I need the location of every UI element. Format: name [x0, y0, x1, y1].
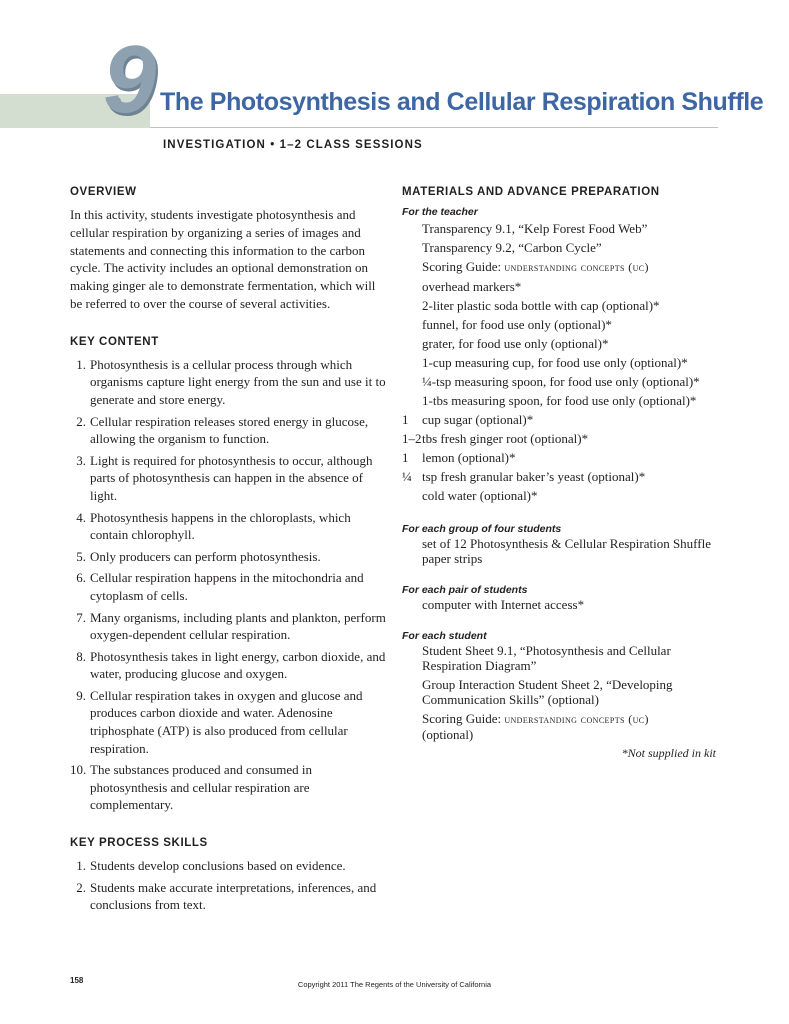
scoring-guide-optional: (optional) [422, 727, 474, 742]
item-number: 7. [76, 609, 86, 625]
student-label: For each student [402, 630, 487, 642]
pair-item: computer with Internet access* [422, 597, 585, 612]
list-item: overhead markers* [422, 279, 522, 294]
right-column [402, 186, 722, 761]
item-text: Photosynthesis takes in light energy, carbon dioxide, and water, producing glucose and oxygen. [90, 648, 386, 682]
item-text: Photosynthesis is a cellular process through which organisms capture light energy from the sun and use it to generate and store energy. [90, 356, 386, 407]
quantity-item [402, 486, 722, 505]
item-text: Many organisms, including plants and plankton, perform oxygen-dependent cellular respiration. [90, 609, 386, 643]
list-item: grater, for food use only (optional)* [422, 336, 609, 351]
key-process-skills-heading: KEY PROCESS SKILLS [70, 837, 208, 850]
list-item [70, 413, 390, 448]
left-column [70, 186, 390, 937]
key-content-section [70, 336, 390, 814]
item-quantity: 1 [402, 450, 409, 465]
item-text: The substances produced and consumed in photosynthesis and cellular respiration are complementary. [90, 762, 313, 813]
item-number: 2. [76, 879, 86, 895]
list-item [70, 857, 390, 875]
page-title: The Photosynthesis and Cellular Respiration Shuffle [160, 88, 764, 116]
item-number: 4. [76, 509, 86, 525]
item-number: 8. [76, 648, 86, 664]
overview-text: In this activity, students investigate photosynthesis and cellular respiration by organizing a series of images and statements and connecting this information to the carbon cycle. The activity includes an optional demonstration on making ginger ale to demonstrate fermentation, which will be referred to over the course of several activities. [70, 207, 376, 311]
overview-heading: OVERVIEW [70, 186, 137, 198]
item-quantity: 1 [402, 412, 409, 427]
item-text: cup sugar (optional)* [422, 412, 534, 427]
chapter-number: 9 [103, 26, 155, 133]
quantity-item [402, 410, 722, 429]
list-item [70, 356, 390, 409]
list-item [70, 452, 390, 505]
page-number: 158 [70, 976, 84, 985]
item-text: tsp fresh granular baker’s yeast (optional)* [422, 469, 646, 484]
teacher-materials [402, 219, 722, 505]
scoring-guide-label: Scoring Guide: [422, 711, 502, 726]
item-text: Cellular respiration takes in oxygen and glucose and produces carbon dioxide and water. Adenosine triphosphate (ATP) is also produced from cellular respiration. [90, 687, 363, 756]
overview-section [70, 186, 390, 313]
key-process-skills-list [70, 857, 390, 914]
item-number: 1. [76, 858, 86, 874]
list-item [70, 879, 390, 914]
scoring-guide-label: Scoring Guide: [422, 259, 502, 274]
list-item [70, 548, 390, 566]
key-content-list [70, 356, 390, 814]
item-text: Students make accurate interpretations, inferences, and conclusions from text. [90, 879, 377, 913]
page-subtitle: INVESTIGATION • 1–2 CLASS SESSIONS [163, 139, 423, 151]
copyright: Copyright 2011 The Regents of the University of California [297, 980, 492, 989]
item-quantity: ¼ [402, 469, 412, 484]
list-item [70, 569, 390, 604]
list-item [70, 509, 390, 544]
item-number: 10. [70, 762, 87, 778]
key-process-skills-section [70, 837, 390, 914]
title-rule [150, 127, 718, 128]
list-item: 1-tbs measuring spoon, for food use only (optional)* [422, 393, 697, 408]
item-number: 3. [76, 452, 86, 468]
item-number: 1. [76, 356, 86, 372]
scoring-guide-variable: understanding concepts (uc) [504, 712, 649, 726]
item-number: 9. [76, 687, 86, 703]
item-text: tbs fresh ginger root (optional)* [422, 431, 589, 446]
list-item [70, 609, 390, 644]
item-text: cold water (optional)* [422, 488, 538, 503]
item-text: lemon (optional)* [422, 450, 516, 465]
list-item: funnel, for food use only (optional)* [422, 317, 612, 332]
quantity-item [402, 429, 722, 448]
list-item [70, 648, 390, 683]
list-item: Group Interaction Student Sheet 2, “Developing Communication Skills” (optional) [422, 677, 673, 707]
scoring-guide-variable: understanding concepts (uc) [504, 260, 649, 274]
scoring-guide-item [402, 711, 722, 742]
item-text: Only producers can perform photosynthesis. [90, 548, 321, 564]
key-content-heading: KEY CONTENT [70, 335, 159, 348]
item-quantity: 1–2 [402, 431, 422, 446]
list-item: 1-cup measuring cup, for food use only (optional)* [422, 355, 688, 370]
item-number: 5. [76, 548, 86, 564]
item-text: Cellular respiration releases stored energy in glucose, allowing the organism to function. [90, 413, 369, 447]
list-item: Transparency 9.1, “Kelp Forest Food Web” [422, 221, 648, 236]
pair-label: For each pair of students [402, 584, 528, 596]
group-label: For each group of four students [402, 523, 562, 535]
list-item: Student Sheet 9.1, “Photosynthesis and Cellular Respiration Diagram” [422, 643, 671, 673]
group-item: set of 12 Photosynthesis & Cellular Respiration Shuffle paper strips [422, 536, 711, 566]
item-number: 2. [76, 413, 86, 429]
list-item: Transparency 9.2, “Carbon Cycle” [422, 240, 602, 255]
item-text: Photosynthesis happens in the chloroplasts, which contain chlorophyll. [90, 509, 351, 543]
list-item: 2-liter plastic soda bottle with cap (optional)* [422, 298, 660, 313]
list-item: ¼-tsp measuring spoon, for food use only (optional)* [422, 374, 700, 389]
list-item [70, 687, 390, 757]
item-text: Cellular respiration happens in the mitochondria and cytoplasm of cells. [90, 570, 364, 603]
list-item [70, 761, 390, 814]
scoring-guide-item [402, 257, 722, 277]
item-text: Light is required for photosynthesis to occur, although parts of photosynthesis can happen in the absence of light. [90, 452, 373, 503]
quantity-item [402, 448, 722, 467]
teacher-label: For the teacher [402, 206, 478, 218]
not-supplied-note: *Not supplied in kit [621, 746, 716, 760]
materials-heading: MATERIALS AND ADVANCE PREPARATION [402, 186, 660, 198]
item-text: Students develop conclusions based on evidence. [90, 858, 346, 874]
quantity-item [402, 467, 722, 486]
item-number: 6. [76, 570, 86, 586]
